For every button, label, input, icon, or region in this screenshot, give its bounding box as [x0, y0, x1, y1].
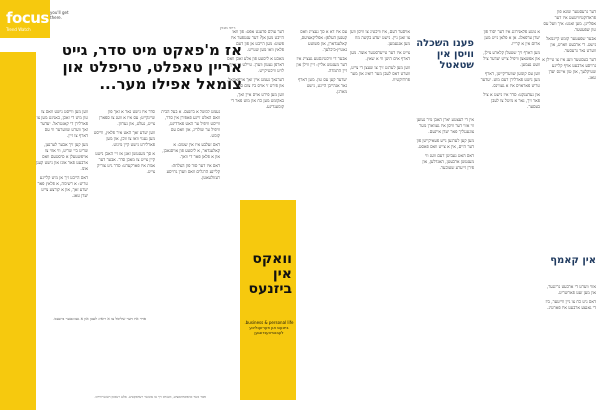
brand-tagline: you'll get there.: [50, 10, 69, 20]
paragraph: דאס הייבט זיך אן מיט קליינע טריט: א רשימה, א פלאץ פאר יעדע זאך, און א קורצע צייט יעדן טאג.: [37, 176, 88, 199]
column-9: [542, 10, 596, 245]
paragraph: מען דארף זיך שטעלן קלארע צילן, און אפשאצן וויפיל צייט יעדער ציל וועט נעמען.: [483, 51, 540, 68]
accent-band: [0, 52, 36, 410]
paragraph: דער גרעסטער שונא פון פראדוקטיוויטעט איז דער אפלייגן. מען זאגט: איך וועל עס טון שפעטער.: [543, 10, 596, 33]
column-7: [416, 118, 474, 400]
paragraph: ווען מען לערנט זיך צו שעצן די צייט, ווערט דאס לעבן מער רואיג און מער פרודוקטיוו.: [349, 66, 410, 83]
footnote: פאר מער אינפארמאציע, ווענדט זיך צו אונזער רעדאקציע. אלע רעכטן רעזערווירט.: [94, 395, 206, 399]
paragraph: אין די לעצטע יארן האבן מיר געזען ווי אזוי דער וויסן איז געווארן מער צוגענגליך פאר יעדן איינעם.: [416, 118, 474, 135]
paragraph: דער בעסטער וועג איז צו טיילן א גרויסע ארבעט אויף קליינע שטיקלעך, און טון איינס יעדן טאג.: [542, 58, 596, 81]
column-10: [542, 285, 596, 400]
paragraph: סדר איז נישט נאר א זאך פון שיינקייט; עס איז א וועג צו ספארן צייט, געלט, און נערוון.: [99, 110, 155, 127]
paragraph: ווען מען ווייסט נישט וואס צו טון מיט די זאכן, באגינט מען צו פארלירן די קאנטראל. יעדער זאך ווערט שווערער ווי עס דארף צו זיין.: [36, 110, 88, 139]
pull-caption: סדר איז דער שליסל צו א רואיג לעבן און א געזונטער ביזנעס.: [53, 316, 146, 321]
paragraph: יעדער קען עס טון. מען דארף נאר אנהייבן היינט, נישט מארגן.: [298, 78, 347, 95]
article-subhead: פענו השכלה וויסן אין שטאטל: [416, 38, 474, 71]
paragraph: אבער די וויכטיגסטע געצייג איז דער מענטש אליין: זיין ווילן און זיין התמדה.: [296, 57, 347, 74]
column-3: [160, 110, 220, 402]
column-1: [36, 110, 88, 402]
paragraph: עס איז דא א סך געצייג וואס קענען העלפן: אפליקאציעס, קאלענדארן, און פשוטע נאטיץ-ביכלעך.: [300, 30, 347, 53]
running-head: רייפ מגזין: [220, 25, 236, 30]
paragraph: דאס זעלבע איז אין שטוב: א קאלענדאר, א ליסטע פון אויסגאבן, און א פלאן פאר די וואך.: [162, 143, 220, 160]
paragraph: מאכט א ליסטע פון אלע זאכן וואס דארפן געטון ווערן. טיילט זיי אויף לויט וויכטיקייט.: [227, 57, 284, 74]
paragraph: דער עולם פרעגט אפט: פון וואו הייבט מען אן? דער ענטפער איז פשוט: מען הייבט אן פון דעם פלאץ וואו מען שטייט.: [230, 30, 284, 53]
column-8: [478, 30, 540, 400]
paragraph: דאס איז דער סוד פון הצלחה: קליינע הרגלים וואס ווערן גרויסע רעזולטאטן.: [166, 164, 220, 181]
paragraph: ווען עס קומען שוועריקייטן, דארף מען נישט פארלירן דעם מוט. יעדער טריט פאראויס איז א געווינס.: [480, 72, 540, 89]
section-heading: אין קאמף: [550, 255, 596, 266]
column-2: [93, 110, 155, 402]
paragraph: אבער שפעטער קומט קיינמאל נישט. די ארבעט ווארט, און ווערט נאר גרעסער.: [546, 37, 596, 54]
paragraph: אזוי ווערט די ארבעט גרינגער, און מען זעט פארשריט.: [546, 285, 596, 296]
brand-sub: Trend Watch: [6, 27, 31, 32]
column-5: [295, 30, 347, 400]
paragraph: אויסער דעם, איז וויכטיג צו וויסן ווען צו זאגן ניין. נישט יעדע בקשה מוז מען אננעמען.: [350, 30, 410, 47]
sidebar-subtitle: business & personal life. ביזנעס און פערזענליכע לעבנס-ווענדונגען: [244, 320, 294, 335]
paragraph: א סך מענטשן זאגן אז זיי האבן נישט קיין צייט צו מאכן סדר. אבער דער אמת איז פארקערט: סדר גיט צוריק צייט.: [95, 152, 155, 175]
paragraph: ווען מען פירט אויס איין זאך, באקומט מען כח און מוט פאר די קומענדיגע.: [230, 93, 284, 110]
paragraph: דערנאך נעמט איין זאך אויפאמאל, און פירט זי אויס ביז צום סוף.: [226, 78, 284, 89]
paragraph: צייט איז דער טייערסטער אוצר. מען דארף אים היטן ווי א שאץ.: [350, 51, 410, 62]
column-6: [348, 30, 410, 400]
paragraph: א גוטע פלאנירונג איז דער יסוד פון יעדן ערפאלג. אן א פלאן גייט מען ארום אין א קרייז.: [483, 30, 540, 47]
article-headline: אז מ'פאקט מיט סדר, גייט אריין טאפלט, טריפלט און צומאל אפילו מער...: [61, 41, 242, 93]
sidebar-box: [240, 200, 296, 400]
brand-logo: focus: [6, 9, 49, 27]
paragraph: דאס האט געביטן דעם וועג ווי מענטשן ארבעטן, האנדלען, און פירן זייערע שטובער.: [422, 154, 474, 171]
paragraph: ווען יעדע זאך האט איר פלאץ, ווייסט מען גענוי וואו צו זוכן, און מען פארלירט נישט קיין מינוט.: [93, 131, 155, 148]
paragraph: דאס גיט כח צו גיין ווייטער, ביז די גאנצע ארבעט איז פארטיג.: [545, 300, 596, 311]
paragraph: און געדענקט: סדר איז נישט א ציל פאר זיך, נאר א מיטל צו לעבן בעסער.: [483, 93, 540, 110]
paragraph: נעמט למשל א ביזנעס. א בעל הבית וואס האלט זיינע פאפירן אין סדר, ווייסט וויפיל ער האט פארדינט, וויפיל ער שולדיג, און וואס עס קומט.: [161, 110, 220, 139]
sidebar-title: וואקס אין ביזנעס: [248, 251, 292, 297]
brand-logo-box: [0, 0, 50, 38]
paragraph: מען קען לערנען נייע פעאיקייטן פון דער היים, אין א צייט וואס פאסט.: [416, 139, 474, 150]
paragraph: מען קען זיך אבער לערנען, שריט ביי שריט, ווי אזוי צו אויפשטעלן א סיסטעם וואס ארבעט פאר אונז און נישט קעגן אונז.: [36, 143, 88, 172]
